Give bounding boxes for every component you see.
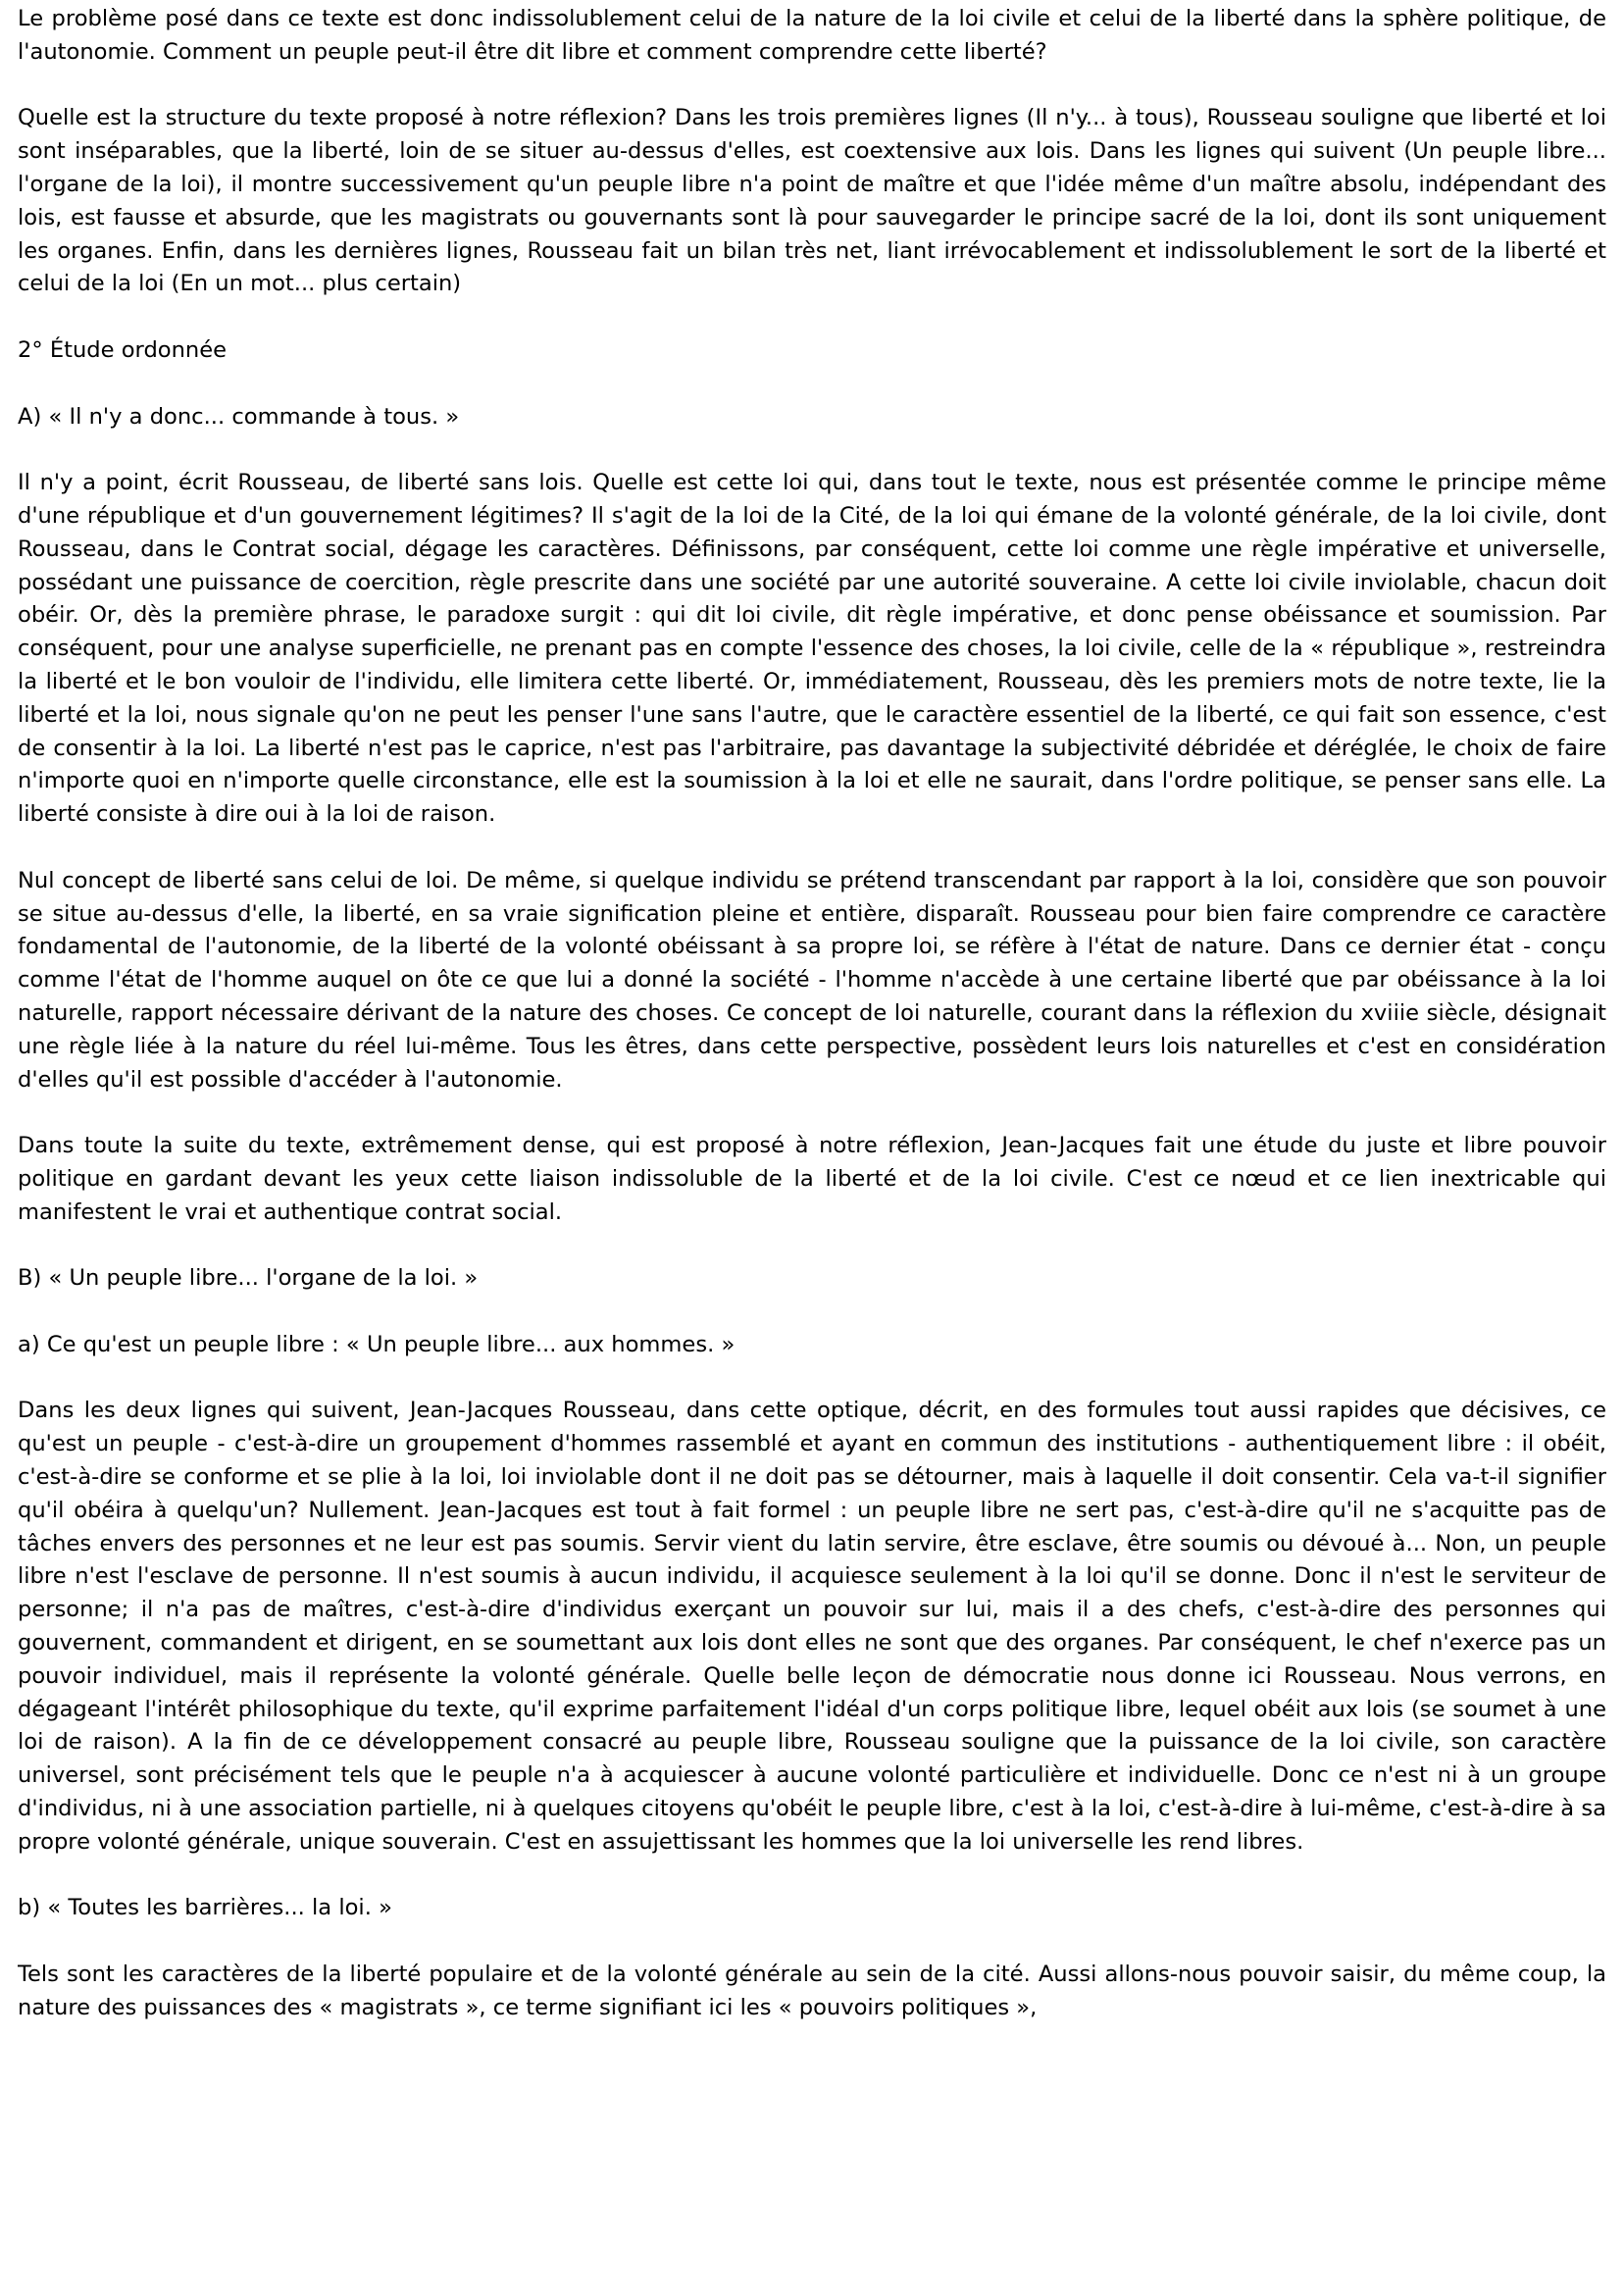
- intro-problem-paragraph: Le problème posé dans ce texte est donc indissolublement celui de la nature de la loi civile et celui de la liberté dans la sphère politique, de l'autonomie. Comment un peuple peut-il être dit libre et comment comprendre cette liberté?: [18, 6, 1606, 65]
- body-paragraph-caracteres-liberte: Tels sont les caractères de la liberté populaire et de la volonté générale au sein de la cité. Aussi allons-nous pouvoir saisir, du même coup, la nature des puissances des « magistrats », ce terme signifiant ici les « pouvoirs politiques »,: [18, 1962, 1606, 2020]
- body-paragraph-suite-du-texte: Dans toute la suite du texte, extrêmement dense, qui est proposé à notre réflexion, Jean-Jacques fait une étude du juste et libre pouvoir politique en gardant devant les yeux cette liaison indissoluble de la liberté et de la loi civile. C'est ce nœud et ce lien inextricable qui manifestent le vrai et authentique contrat social.: [18, 1133, 1606, 1225]
- subsection-heading-b: B) « Un peuple libre... l'organe de la loi. »: [18, 1265, 479, 1292]
- body-paragraph-nul-concept: Nul concept de liberté sans celui de loi. De même, si quelque individu se prétend transcendant par rapport à la loi, considère que son pouvoir se situe au-dessus d'elle, la liberté, en sa vraie signification pleine et entière, disparaît. Rousseau pour bien faire comprendre ce caractère fondamental de l'autonomie, de la liberté de la volonté obéissant à sa propre loi, se réfère à l'état de nature. Dans ce dernier état - conçu comme l'état de l'homme auquel on ôte ce que lui a donné la société - l'homme n'accède à une certaine liberté que par obéissance à la loi naturelle, rapport nécessaire dérivant de la nature des choses. Ce concept de loi naturelle, courant dans la réflexion du xviiie siècle, désignait une règle liée à la nature du réel lui-même. Tous les êtres, dans cette perspective, possèdent leurs lois naturelles et c'est en considération d'elles qu'il est possible d'accéder à l'autonomie.: [18, 867, 1606, 1093]
- subsection-heading-a: A) « Il n'y a donc... commande à tous. »: [18, 403, 460, 430]
- document-page: [18, 0, 1606, 2294]
- subsection-heading-b-a: a) Ce qu'est un peuple libre : « Un peuple libre... aux hommes. »: [18, 1331, 736, 1357]
- subsection-heading-b-b: b) « Toutes les barrières... la loi. »: [18, 1895, 392, 1921]
- structure-paragraph: Quelle est la structure du texte proposé à notre réflexion? Dans les trois premières lignes (Il n'y... à tous), Rousseau souligne que liberté et loi sont inséparables, que la liberté, loin de se situer au-dessus d'elles, est coextensive aux lois. Dans les lignes qui suivent (Un peuple libre... l'organe de la loi), il montre successivement qu'un peuple libre n'a point de maître et que l'idée même d'un maître absolu, indépendant des lois, est fausse et absurde, que les magistrats ou gouvernants sont là pour sauvegarder le principe sacré de la loi, dont ils sont uniquement les organes. Enfin, dans les dernières lignes, Rousseau fait un bilan très net, liant irrévocablement et indissolublement le sort de la liberté et celui de la loi (En un mot... plus certain): [18, 105, 1606, 297]
- section-heading-etude-ordonnee: 2° Étude ordonnée: [18, 336, 228, 363]
- body-paragraph-liberte-sans-lois: Il n'y a point, écrit Rousseau, de liberté sans lois. Quelle est cette loi qui, dans tout le texte, nous est présentée comme le principe même d'une république et d'un gouvernement légitimes? Il s'agit de la loi de la Cité, de la loi qui émane de la volonté générale, de la loi civile, dont Rousseau, dans le Contrat social, dégage les caractères. Définissons, par conséquent, cette loi comme une règle impérative et universelle, possédant une puissance de coercition, règle prescrite dans une société par une autorité souveraine. A cette loi civile inviolable, chacun doit obéir. Or, dès la première phrase, le paradoxe surgit : qui dit loi civile, dit règle impérative, et donc pense obéissance et soumission. Par conséquent, pour une analyse superficielle, ne prenant pas en compte l'essence des choses, la loi civile, celle de la « république », restreindra la liberté et le bon vouloir de l'individu, elle limitera cette liberté. Or, immédiatement, Rousseau, dès les premiers mots de notre texte, lie la liberté et la loi, nous signale qu'on ne peut les penser l'une sans l'autre, que le caractère essentiel de la liberté, ce qui fait son essence, c'est de consentir à la loi. La liberté n'est pas le caprice, n'est pas l'arbitraire, pas davantage la subjectivité débridée et déréglée, le choix de faire n'importe quoi en n'importe quelle circonstance, elle est la soumission à la loi et elle ne saurait, dans l'ordre politique, se penser sans elle. La liberté consiste à dire oui à la loi de raison.: [18, 470, 1606, 828]
- body-paragraph-peuple-libre: Dans les deux lignes qui suivent, Jean-Jacques Rousseau, dans cette optique, décrit, en des formules tout aussi rapides que décisives, ce qu'est un peuple - c'est-à-dire un groupement d'hommes rassemblé et ayant en commun des institutions - authentiquement libre : il obéit, c'est-à-dire se conforme et se plie à la loi, loi inviolable dont il ne doit pas se détourner, mais à laquelle il doit consentir. Cela va-t-il signifier qu'il obéira à quelqu'un? Nullement. Jean-Jacques est tout à fait formel : un peuple libre ne sert pas, c'est-à-dire qu'il ne s'acquitte pas de tâches envers des personnes et ne leur est pas soumis. Servir vient du latin servire, être esclave, être soumis ou dévoué à... Non, un peuple libre n'est l'esclave de personne. Il n'est soumis à aucun individu, il acquiesce seulement à la loi qu'il se donne. Donc il n'est le serviteur de personne; il n'a pas de maîtres, c'est-à-dire d'individus exerçant un pouvoir sur lui, mais il a des chefs, c'est-à-dire des personnes qui gouvernent, commandent et dirigent, en se soumettant aux lois dont elles ne sont que des organes. Par conséquent, le chef n'exerce pas un pouvoir individuel, mais il représente la volonté générale. Quelle belle leçon de démocratie nous donne ici Rousseau. Nous verrons, en dégageant l'intérêt philosophique du texte, qu'il exprime parfaitement l'idéal d'un corps politique libre, lequel obéit aux lois (se soumet à une loi de raison). A la fin de ce développement consacré au peuple libre, Rousseau souligne que la puissance de la loi civile, son caractère universel, sont précisément tels que le peuple n'a à acquiescer à aucune volonté particulière et individuelle. Donc ce n'est ni à un groupe d'individus, ni à une association partielle, ni à quelques citoyens qu'obéit le peuple libre, c'est à la loi, c'est-à-dire à lui-même, c'est-à-dire à sa propre volonté générale, unique souverain. C'est en assujettissant les hommes que la loi universelle les rend libres.: [18, 1398, 1606, 1855]
